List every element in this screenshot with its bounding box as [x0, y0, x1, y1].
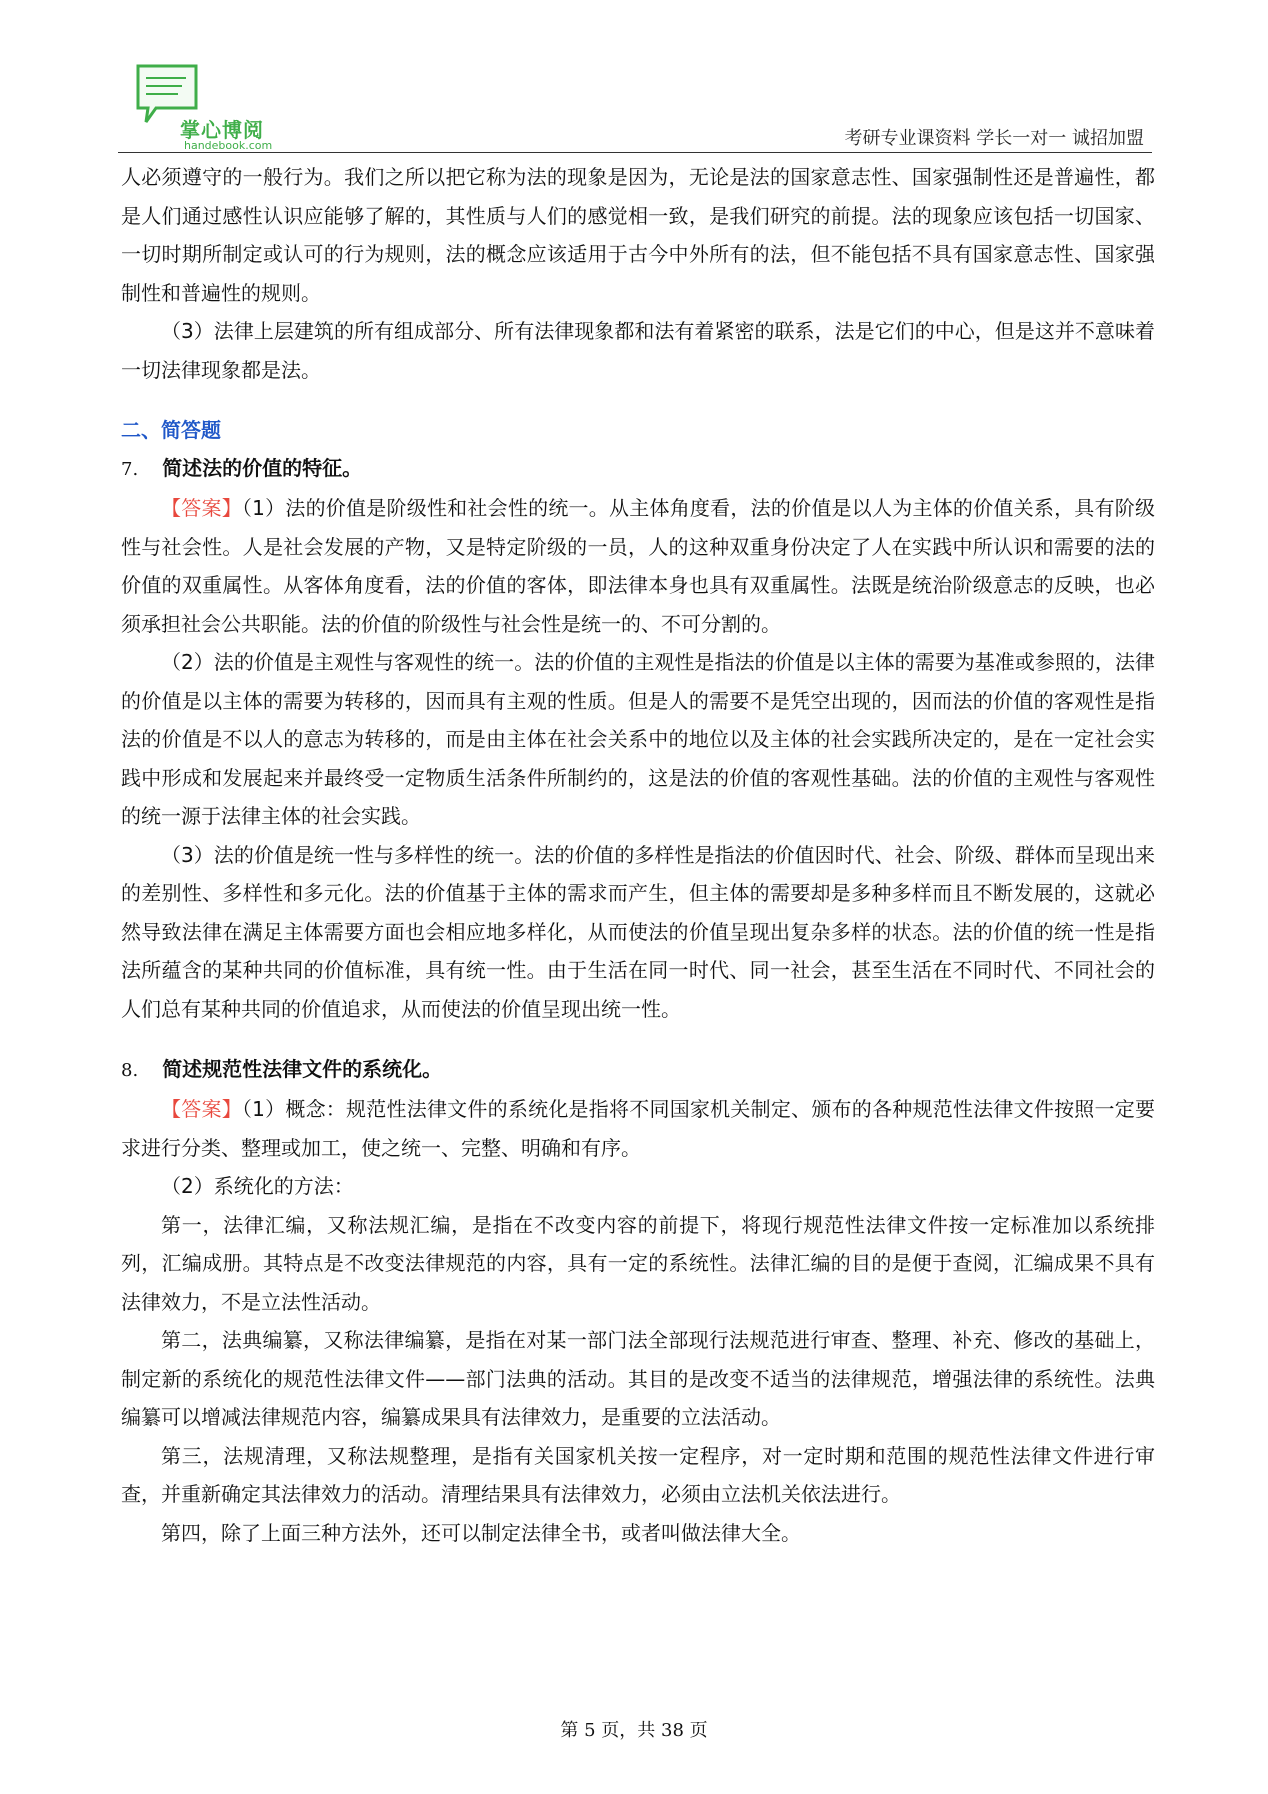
question-title: 简述规范性法律文件的系统化。 [162, 1057, 443, 1081]
answer-text: （1）法的价值是阶级性和社会性的统一。从主体角度看，法的价值是以人为主体的价值关系，具有阶级性与社会性。人是社会发展的产物，又是特定阶级的一员，人的这种双重身份决定了人在实践中所认识和需要的法的价值的双重属性。从客体角度看，法的价值的客体，即法律本身也具有双重属性。法既是统治阶级意志的反映，也必须承担社会公共职能。法的价值的阶级性与社会性是统一的、不可分割的。 [121, 496, 1155, 636]
spacer [121, 1028, 1155, 1050]
answer-text: （1）概念：规范性法律文件的系统化是指将不同国家机关制定、颁布的各种规范性法律文件按照一定要求进行分类、整理或加工，使之统一、完整、明确和有序。 [121, 1097, 1155, 1160]
header-tagline: 考研专业课资料 学长一对一 诚招加盟 [844, 128, 1144, 149]
question-7-heading [121, 449, 1155, 489]
question-title: 简述法的价值的特征。 [162, 456, 363, 480]
method-3-paragraph: 第三，法规清理，又称法规整理，是指有关国家机关按一定程序，对一定时期和范围的规范性法律文件进行审查，并重新确定其法律效力的活动。清理结果具有法律效力，必须由立法机关依法进行。 [121, 1443, 1155, 1506]
method-1-paragraph: 第一，法律汇编，又称法规汇编，是指在不改变内容的前提下，将现行规范性法律文件按一定标准加以系统排列，汇编成册。其特点是不改变法律规范的内容，具有一定的系统性。法律汇编的目的是便于查阅，汇编成果不具有法律效力，不是立法性活动。 [121, 1212, 1155, 1314]
answer-8-paragraph-1 [121, 1090, 1155, 1167]
logo-name: 掌心博阅 [180, 118, 264, 142]
answer-tag: 【答案】 [161, 1097, 242, 1121]
logo-domain: handebook.com [184, 139, 273, 152]
intro-paragraph: 人必须遵守的一般行为。我们之所以把它称为法的现象是因为，无论是法的国家意志性、国家强制性还是普遍性，都是人们通过感性认识应能够了解的，其性质与人们的感觉相一致，是我们研究的前提。法的现象应该包括一切国家、一切时期所制定或认可的行为规则，法的概念应该适用于古今中外所有的法，但不能包括不具有国家意志性、国家强制性和普遍性的规则。 [121, 165, 1155, 305]
page-header [118, 54, 1152, 154]
answer-7-paragraph-3: （3）法的价值是统一性与多样性的统一。法的价值的多样性是指法的价值因时代、社会、阶级、群体而呈现出来的差别性、多样性和多元化。法的价值基于主体的需求而产生，但主体的需要却是多种多样而且不断发展的，这就必然导致法律在满足主体需要方面也会相应地多样化，从而使法的价值呈现出复杂多样的状态。法的价值的统一性是指法所蕴含的某种共同的价值标准，具有统一性。由于生活在同一时代、同一社会，甚至生活在不同时代、不同社会的人们总有某种共同的价值追求，从而使法的价值呈现出统一性。 [121, 842, 1155, 1021]
answer-tag: 【答案】 [161, 496, 242, 520]
document-body [121, 158, 1155, 1552]
answer-7-paragraph-2: （2）法的价值是主观性与客观性的统一。法的价值的主观性是指法的价值是以主体的需要为基准或参照的，法律的价值是以主体的需要为转移的，因而具有主观的性质。但是人的需要不是凭空出现的，因而法的价值的客观性是指法的价值是不以人的意志为转移的，而是由主体在社会关系中的地位以及主体的社会实践所决定的，是在一定社会实践中形成和发展起来并最终受一定物质生活条件所制约的，这是法的价值的客观性基础。法的价值的主观性与客观性的统一源于法律主体的社会实践。 [121, 650, 1155, 828]
question-number: 8. [121, 1060, 139, 1081]
page-footer: 第 5 页，共 38 页 [560, 1720, 708, 1741]
question-number: 7. [121, 459, 139, 480]
spacer [121, 389, 1155, 411]
method-2-paragraph: 第二，法典编纂，又称法律编纂，是指在对某一部门法全部现行法规范进行审查、整理、补充、修改的基础上，制定新的系统化的规范性法律文件——部门法典的活动。其目的是改变不适当的法律规范，增强法律的系统性。法典编纂可以增减法律规范内容，编纂成果具有法律效力，是重要的立法活动。 [121, 1328, 1155, 1429]
logo [134, 62, 284, 152]
intro-paragraph-3: （3）法律上层建筑的所有组成部分、所有法律现象都和法有着紧密的联系，法是它们的中心，但是这并不意味着一切法律现象都是法。 [121, 319, 1155, 382]
question-8-heading [121, 1050, 1155, 1090]
header-divider [118, 152, 1152, 153]
section-title: 二、简答题 [121, 418, 221, 442]
answer-7-paragraph-1 [121, 489, 1155, 643]
method-4-paragraph: 第四，除了上面三种方法外，还可以制定法律全书，或者叫做法律大全。 [161, 1520, 801, 1545]
answer-8-paragraph-2: （2）系统化的方法： [161, 1174, 354, 1198]
